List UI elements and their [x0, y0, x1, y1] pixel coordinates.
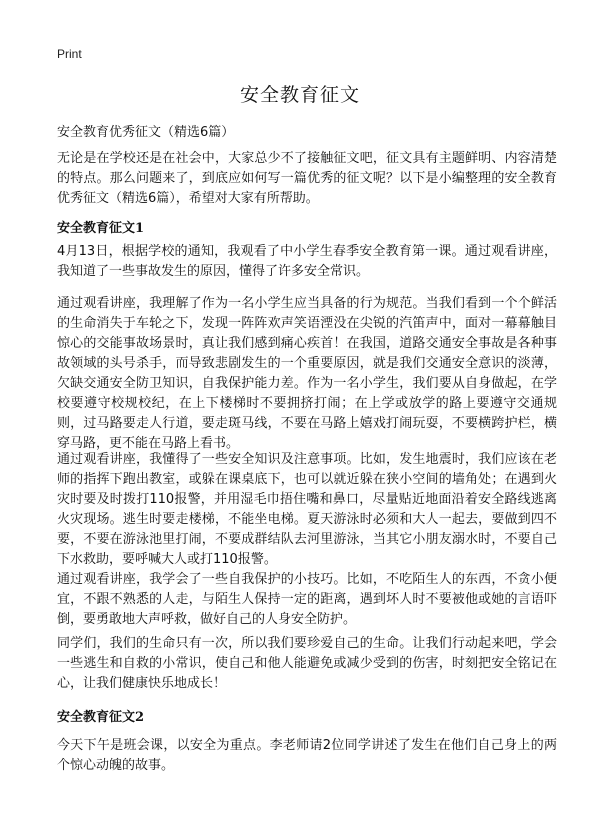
paragraph: 同学们，我们的生命只有一次，所以我们要珍爱自己的生命。让我们行动起来吧，学会一些逃生和自救的小常识，使自己和他人能避免或减少受到的伤害，时刻把安全铭记在心，让我们健康快乐地成长！ — [57, 636, 557, 691]
section-heading-1: 安全教育征文1 — [57, 221, 145, 236]
paragraph: 通过观看讲座，我学会了一些自我保护的小技巧。比如，不吃陌生人的东西，不贪小便宜，不跟不熟悉的人走，与陌生人保持一定的距离，遇到坏人时不要被他或她的言语吓倒，要勇敢地大声呼救，做好自己的人身安全防护。 — [57, 572, 557, 627]
paragraph: 通过观看讲座，我懂得了一些安全知识及注意事项。比如，发生地震时，我们应该在老师的指挥下跑出教室，或躲在课桌底下，也可以就近躲在狭小空间的墙角处；在遇到火灾时要及时拨打110报警，并用湿毛巾捂住嘴和鼻口，尽量贴近地面沿着安全路线逃离火灾现场。逃生时要走楼梯，不能坐电梯。夏天游泳时必须和大人一起去，要做到四不要，不要在游泳池里打闹，不要成群结队去河里游泳，当其它小朋友溺水时，不要自己下水救助，要呼喊大人或打110报警。 — [57, 452, 557, 567]
print-link[interactable]: Print — [57, 47, 82, 61]
intro-paragraph: 无论是在学校还是在社会中，大家总少不了接触征文吧，征文具有主题鲜明、内容清楚的特点。那么问题来了，到底应如何写一篇优秀的征文呢？以下是小编整理的安全教育优秀征文（精选6篇），希望对大家有所帮助。 — [57, 151, 557, 206]
page-title: 安全教育征文 — [239, 84, 360, 106]
document-subtitle: 安全教育优秀征文（精选6篇） — [57, 125, 235, 140]
paragraph: 4月13日，根据学校的通知，我观看了中小学生春季安全教育第一课。通过观看讲座，我知道了一些事故发生的原因，懂得了许多安全常识。 — [57, 244, 557, 279]
paragraph: 通过观看讲座，我理解了作为一名小学生应当具备的行为规范。当我们看到一个个鲜活的生命消失于车轮之下，发现一阵阵欢声笑语湮没在尖锐的汽笛声中，面对一幕幕触目惊心的交能事故场景时，真让我们感到痛心疾首！在我国，道路交通安全事故是各种事故领域的头号杀手，而导致悲剧发生的一个重要原因，就是我们交通安全意识的淡薄，欠缺交通安全防卫知识，自我保护能力差。作为一名小学生，我们要从自身做起，在学校要遵守校规校纪，在上下楼梯时不要拥挤打闹；在上学或放学的路上要遵守交通规则，过马路要走人行道，要走斑马线，不要在马路上嬉戏打闹玩耍，不要横跨护栏，横穿马路，更不能在马路上看书。 — [57, 296, 557, 451]
paragraph: 今天下午是班会课，以安全为重点。李老师请2位同学讲述了发生在他们自己身上的两个惊心动魄的故事。 — [57, 738, 557, 773]
section-heading-2: 安全教育征文2 — [57, 710, 145, 725]
